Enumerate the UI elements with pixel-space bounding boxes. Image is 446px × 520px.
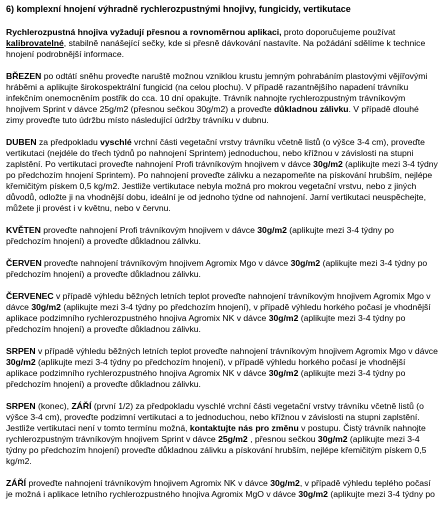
- month-label: ZÁŘÍ: [6, 478, 27, 488]
- paragraph-zari: [6, 478, 438, 500]
- paragraph-text: proveďte nahnojení trávníkovým hnojivem Agromix NK v dávce: [26, 478, 271, 488]
- paragraph-cerven: [6, 258, 438, 280]
- paragraph-text: (aplikujte mezi 3-4 týdny po předchozím hnojení) a proveďte důkladnou zálivku.: [6, 258, 428, 279]
- bold-text: 30g/m2: [270, 478, 300, 488]
- paragraph-cervenec: [6, 291, 438, 335]
- intro-underlined: kalibrovatelné: [6, 38, 64, 48]
- paragraph-text: (aplikujte mezi 3-4 týdny po předchozím hnojení) a proveďte důkladnou zálivku.: [6, 225, 394, 246]
- intro-text: , stabilně nanášející sečky, kde si přesně dávkování nastavíte. Na požádání sdělíme k technice hnojení podrobnější informace.: [6, 38, 426, 59]
- paragraph-kveten: [6, 225, 438, 247]
- paragraph-brezen: [6, 71, 438, 126]
- bold-text: vyschlé: [100, 137, 132, 147]
- paragraph-text: v případě výhledu běžných letních teplot proveďte nahnojení trávníkovým hnojivem Agromix Mgo v dávce: [35, 346, 438, 356]
- paragraph-text: v postupu. Čistý trávník nahnojte rychlerozpustným trávníkovým hnojivem Sprint v dávce: [6, 423, 426, 444]
- paragraph-srpen: [6, 346, 438, 390]
- paragraph-text: (aplikujte mezi 3-4 týdny po předchozím hnojení) a proveďte důkladnou zálivku.: [6, 368, 406, 389]
- month-label: ZÁŘÍ: [71, 401, 92, 411]
- paragraph-text: (aplikujte mezi 3-4 týdny po: [327, 489, 435, 499]
- bold-text: 30g/m2: [317, 434, 348, 444]
- bold-text: 30g/m2: [313, 159, 343, 169]
- paragraph-srpen-zari: [6, 401, 438, 467]
- paragraph-text: , v případě výhledu teplého počasí je možná i aplikace letního rychlerozpustného hnojiva Agromix MgO v dávce: [6, 478, 431, 499]
- paragraph-text: (konec),: [35, 401, 72, 411]
- bold-text: 30g/m2: [268, 313, 299, 323]
- paragraph-duben: [6, 137, 438, 214]
- intro-bold: Rychlerozpustná hnojiva vyžadují přesnou a rovnoměrnou aplikaci,: [6, 27, 282, 37]
- month-label: KVĚTEN: [6, 225, 41, 235]
- section-title: 6) komplexní hnojení výhradně rychlerozpustnými hnojivy, fungicidy, vertikutace: [6, 4, 351, 14]
- paragraph-text: za předpokladu: [36, 137, 101, 147]
- paragraph-text: (první 1/2) za předpokladu vyschlé vrchní části vegetační vrstvy trávníku včetně listů (o výšce 3-4 cm), proveďte podzimní vertikutaci a to jednoduchou, nebo křížnou v závislosti na stupni zaplstění. Jestliže vertikutaci není v tomto termínu možná,: [6, 401, 424, 433]
- bold-text: 30g/m2: [31, 302, 61, 312]
- paragraph-text: vrchní části vegetační vrstvy trávníku včetně listů (o výšce 3-4 cm), proveďte vertikutaci (nejdéle do třech týdnů po nahnojení Sprintem) jednoduchou, nebo křížnou v závislosti na stupni zaplstění. Po vertikutaci proveďte nahnojení Profi trávníkovým hnojivem v dávce: [6, 137, 425, 169]
- paragraph-text: (aplikujte mezi 3-4 týdny po předchozím hnojení) proveďte důkladnou zálivku a pískování hrubším, nejlépe křemičitým pískem 0,5 kg/m2.: [6, 434, 427, 466]
- bold-text: 30g/m2: [298, 489, 328, 499]
- paragraph-text: po odtátí sněhu proveďte naruště možnou vzniklou krustu jemným pohrabáním plastovými vějířovými hráběmi a aplikujte širokospektrální fungicid (na celou plochu). V případě razantnějšího napadení trávníku infekčním onemocněním postřik do cca. 10 dní opakujte. Trávník nahnojte rychlerozpustným trávníkovým hnojivem Sprint v dávce 25g/m2 (přesnou sečkou 30g/m2) a proveďte: [6, 71, 428, 114]
- month-label: BŘEZEN: [6, 71, 42, 81]
- month-label: DUBEN: [6, 137, 37, 147]
- month-label: ČERVEN: [6, 258, 42, 268]
- month-label: ČERVENEC: [6, 291, 54, 301]
- paragraph-text: (aplikujte mezi 3-4 týdny po předchozím hnojení) a proveďte důkladnou zálivku.: [6, 313, 406, 334]
- paragraph-text: (aplikujte mezi 3-4 týdny po předchozím hnojení), v případě výhledu horkého počasí je vhodnější aplikace podzimního rychlerozpustného hnojiva Agromix NK v dávce: [6, 357, 406, 378]
- bold-text: důkladnou zálivku: [274, 104, 349, 114]
- bold-text: 30g/m2: [268, 368, 299, 378]
- paragraph-text: . V případě dlouhé zimy proveďte tuto údržbu místo následující údržby trávníku v dubnu.: [6, 104, 419, 125]
- month-label: SRPEN: [6, 401, 36, 411]
- paragraph-text: (aplikujte mezi 3-4 týdny po předchozím hnojení Sprintem). Po nahnojení proveďte zálivku a nezapomeňte na pískování hrubším, nejlépe křemičitým pískem 0,5 kg/m2. Jestliže vertikutace nebyla možná pro mokrou vegetační vrstvu, nebo z jiných důvodů, odložte ji na vhodnější dobu, ideální je od jednoho týdne od nahnojení. Jarní vertikutaci neuspěchejte, můžete ji provést i v květnu, nebo v červnu.: [6, 159, 438, 213]
- bold-text: 30g/m2: [290, 258, 321, 268]
- intro-paragraph: [6, 27, 438, 60]
- bold-text: 30g/m2: [257, 225, 287, 235]
- bold-text: 25g/m2: [218, 434, 248, 444]
- paragraph-text: , přesnou sečkou: [247, 434, 318, 444]
- paragraph-text: (aplikujte mezi 3-4 týdny po předchozím hnojení), v případě výhledu horkého počasí je vhodnější aplikace podzimního rychlerozpustného hnojiva Agromix NK v dávce: [6, 302, 431, 323]
- month-label: SRPEN: [6, 346, 36, 356]
- paragraph-text: proveďte nahnojení trávníkovým hnojivem Agromix Mgo v dávce: [41, 258, 291, 268]
- bold-text: 30g/m2: [6, 357, 36, 367]
- paragraph-text: v případě výhledu běžných letních teplot proveďte nahnojení trávníkovým hnojivem Agromix Mgo v dávce: [6, 291, 431, 312]
- paragraph-text: proveďte nahnojení Profi trávníkovým hnojivem v dávce: [40, 225, 258, 235]
- bold-text: kontaktujte nás pro změnu: [189, 423, 299, 433]
- intro-text: proto doporučujeme používat: [281, 27, 396, 37]
